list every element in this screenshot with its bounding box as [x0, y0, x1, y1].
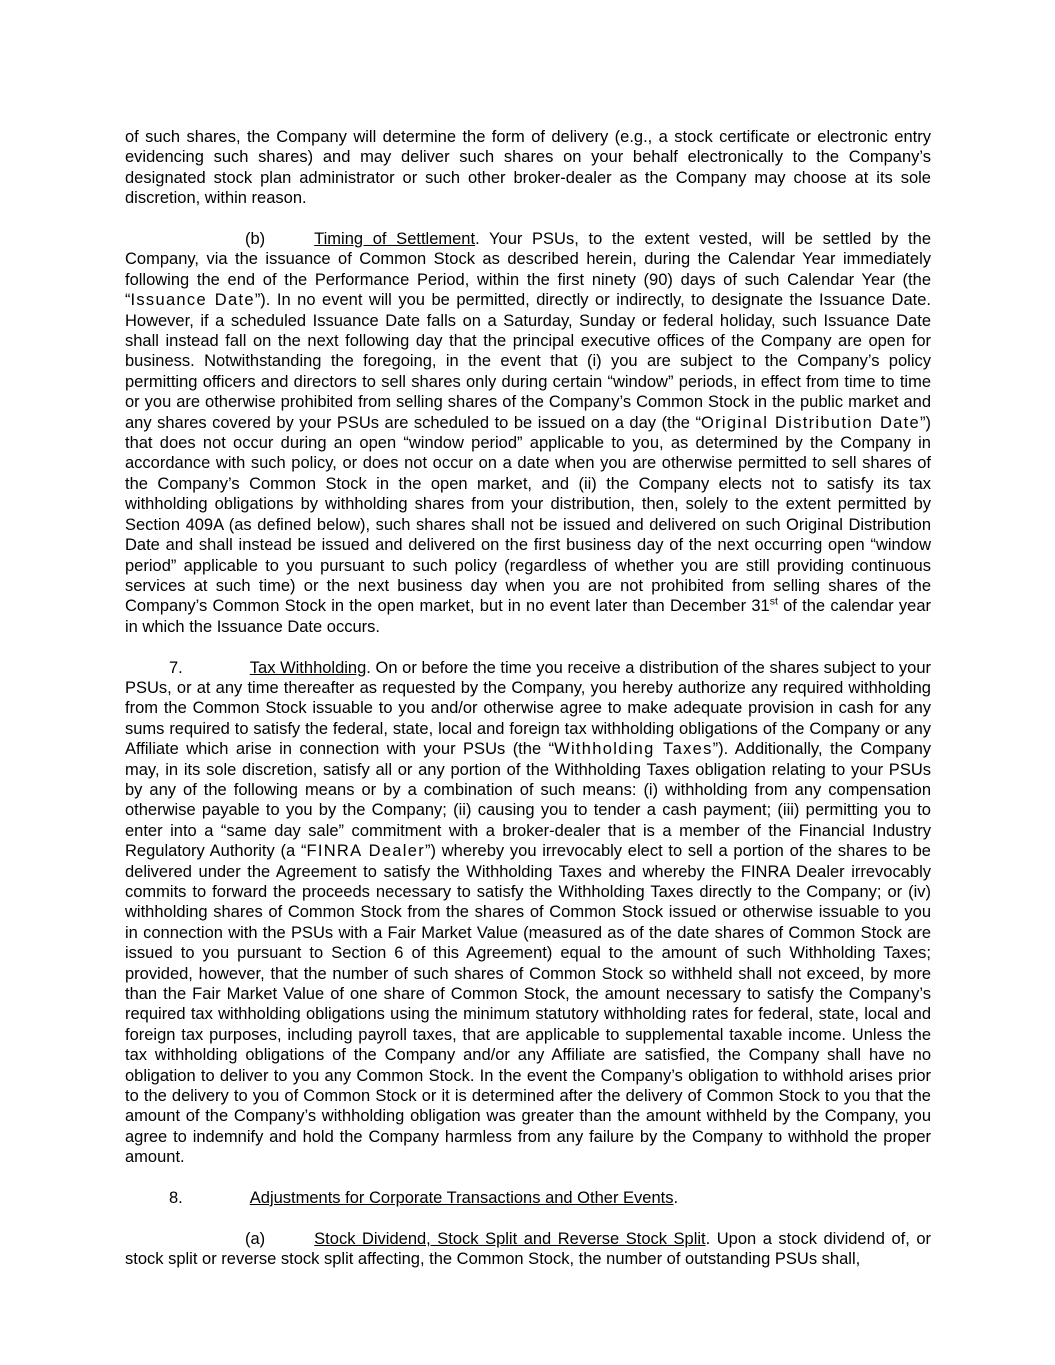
paragraph-text: ”). In no event will you be permitted, directly or indirectly, to designate the Issuance Date. However, if a scheduled Issuance Date falls on a Saturday, Sunday or federal holiday, such Issuance Date shall instead fall on the next following day that the principal executive offices of the Company are open for business. Notwithstanding the foregoing, in the event that (i) you are subject to the Company’s policy permitting officers and directors to sell shares only during certain “window” periods, in effect from time to time or you are otherwise prohibited from selling shares of the Company’s Common Stock in the public market and any shares covered by your PSUs are scheduled to be issued on a day (the “ [125, 291, 931, 432]
defined-term: Original Distribution Date [700, 413, 920, 432]
paragraph-stock-dividend-split [125, 1229, 931, 1270]
clause-heading: Stock Dividend, Stock Split and Reverse Stock Split [314, 1229, 706, 1248]
paragraph-text: . Upon a stock dividend of, or stock split or reverse stock split affecting, the Common Stock, the number of outstanding PSUs shall, [125, 1229, 932, 1269]
paragraph-tax-withholding [125, 658, 931, 1168]
paragraph-text: ”) whereby you irrevocably elect to sell a portion of the shares to be delivered under the Agreement to satisfy the Withholding Taxes and whereby the FINRA Dealer irrevocably commits to forward the proceeds necessary to satisfy the Withholding Taxes directly to the Company; or (iv) withholding shares of Common Stock from the shares of Common Stock issued or otherwise issuable to you in connection with the PSUs with a Fair Market Value (measured as of the date shares of Common Stock are issued to you pursuant to Section 6 of this Agreement) equal to the amount of such Withholding Taxes; provided, however, that the number of such shares of Common Stock so withheld shall not exceed, by more than the Fair Market Value of one share of Common Stock, the amount necessary to satisfy the Company’s required tax withholding obligations using the minimum statutory withholding rates for federal, state, local and foreign tax purposes, including payroll taxes, that are applicable to supplemental taxable income. Unless the tax withholding obligations of the Company and/or any Affiliate are satisfied, the Company shall have no obligation to deliver to you any Common Stock. In the event the Company’s obligation to withhold arises prior to the delivery to you of Common Stock or it is determined after the delivery of Common Stock to you that the amount of the Company’s withholding obligation was greater than the amount withheld by the Company, you agree to indemnify and hold the Company harmless from any failure by the Company to withhold the proper amount. [125, 842, 931, 1167]
paragraph-text: . [673, 1189, 679, 1208]
section-number: 8. [169, 1189, 183, 1208]
paragraph-text: ”). Additionally, the Company may, in its sole discretion, satisfy all or any portion of the Withholding Taxes obligation relating to your PSUs by any of the following means or by a combination of such means: (i) withholding from any compensation otherwise payable to you by the Company; (ii) causing you to tender a cash payment; (iii) permitting you to enter into a “same day sale” commitment with a broker-dealer that is a member of the Financial Industry Regulatory Authority (a “ [125, 740, 931, 861]
paragraph-text: of the calendar year in which the Issuance Date occurs. [125, 597, 931, 636]
paragraph-delivery-continuation [125, 127, 931, 209]
defined-term: Issuance Date [130, 291, 255, 310]
ordinal-superscript: st [769, 595, 778, 608]
defined-term: FINRA Dealer [306, 842, 426, 861]
section-heading: Tax Withholding [249, 658, 367, 677]
defined-term: Withholding Taxes [554, 740, 713, 759]
section-heading: Adjustments for Corporate Transactions and Other Events [249, 1189, 674, 1208]
paragraph-text: . Your PSUs, to the extent vested, will be settled by the Company, via the issuance of Common Stock as described herein, during the Calendar Year immediately following the end of the Performance Period, within the first ninety (90) days of such Calendar Year (the “ [125, 230, 931, 310]
list-marker: (b) [245, 230, 266, 249]
clause-heading: Timing of Settlement [314, 230, 476, 249]
paragraph-text: ”) that does not occur during an open “window period” applicable to you, as determined by the Company in accordance with such policy, or does not occur on a date when you are otherwise permitted to sell shares of the Company’s Common Stock in the open market, and (ii) the Company elects not to satisfy its tax withholding obligations by withholding shares from your distribution, then, solely to the extent permitted by Section 409A (as defined below), such shares shall not be issued and delivered on such Original Distribution Date and shall instead be issued and delivered on the first business day of the next occurring open “window period” applicable to you pursuant to such policy (regardless of whether you are still providing continuous services at such time) or the next business day when you are not prohibited from selling shares of the Company’s Common Stock in the open market, but in no event later than December 31 [125, 413, 931, 616]
paragraph-text: of such shares, the Company will determine the form of delivery (e.g., a stock certificate or electronic entry evidencing such shares) and may deliver such shares on your behalf electronically to the Company’s designated stock plan administrator or such other broker-dealer as the Company may choose at its sole discretion, within reason. [125, 128, 931, 208]
section-number: 7. [169, 658, 183, 677]
paragraph-timing-of-settlement [125, 229, 931, 637]
list-marker: (a) [245, 1229, 266, 1248]
paragraph-text: . On or before the time you receive a distribution of the shares subject to your PSUs, or at any time thereafter as requested by the Company, you hereby authorize any required withholding from the Common Stock issuable to you and/or otherwise agree to make adequate provision in cash for any sums required to satisfy the federal, state, local and foreign tax withholding obligations of the Company or any Affiliate which arise in connection with your PSUs (the “ [125, 658, 932, 759]
paragraph-adjustments-heading [125, 1188, 931, 1208]
